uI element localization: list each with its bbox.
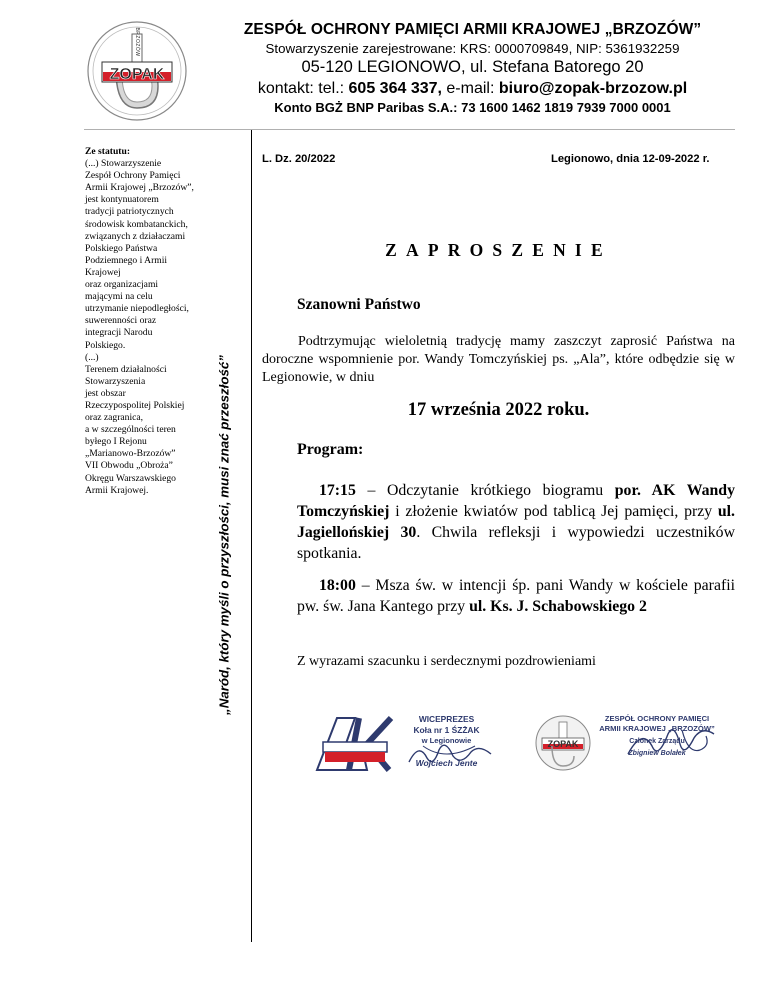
signatory-name: Wojciech Jente	[415, 758, 478, 768]
program-heading: Program:	[297, 441, 364, 458]
phone-number: 605 364 337,	[348, 80, 442, 97]
closing-line: Z wyrazami szacunku i serdecznymi pozdrowieniami	[297, 654, 596, 669]
motto-container	[212, 330, 236, 740]
program-bold-text: por. AK Wandy Tomczyńskiej	[297, 482, 735, 520]
statute-sidebar	[85, 146, 207, 497]
stamp-line: ZESPÓŁ OCHRONY PAMIĘCI	[604, 714, 710, 723]
logo-vertical-text: BRZOZÓW	[134, 27, 140, 57]
stamp-line: w Legionowie	[421, 736, 472, 745]
greeting: Szanowni Państwo	[297, 296, 421, 313]
letter-date: Legionowo, dnia 12-09-2022 r.	[551, 153, 710, 165]
program-time: 17:15	[319, 482, 356, 499]
organization-name: ZESPÓŁ OCHRONY PAMIĘCI ARMII KRAJOWEJ „BRZOZÓW”	[243, 21, 702, 38]
sidebar-divider	[251, 130, 252, 942]
contact-info	[200, 78, 745, 99]
logo-text: ZOPAK	[109, 66, 165, 83]
letter-reference: L. Dz. 20/2022	[262, 153, 336, 165]
organization-stamp	[592, 712, 722, 780]
ak-emblem	[315, 712, 395, 774]
program-location: ul. Ks. J. Schabowskiego 2	[469, 598, 647, 615]
email-address: biuro@zopak-brzozow.pl	[498, 80, 688, 97]
organization-logo	[86, 20, 188, 122]
intro-paragraph: Podtrzymując wieloletnią tradycję mamy zaszczyt zaprosić Państwa na doroczne wspomnienie por. Wandy Tomczyńskiej ps. „Ala”, które odbędzie się w Legionowie, w dniu	[262, 334, 735, 385]
seal-logo-text: ZOPAK	[547, 739, 579, 749]
organization-address: 05-120 LEGIONOWO, ul. Stefana Batorego 20	[301, 58, 644, 76]
program-item	[297, 575, 735, 617]
contact-prefix: kontakt: tel.:	[257, 80, 349, 97]
bank-account: Konto BGŻ BNP Paribas S.A.: 73 1600 1462 1819 7939 7000 0001	[274, 100, 671, 115]
email-prefix: e-mail:	[441, 80, 499, 97]
round-seal	[534, 714, 592, 772]
program-text: i złożenie kwiatów pod tablicą Jej pamięci, przy	[389, 503, 718, 520]
program-time: 18:00	[319, 577, 356, 594]
program-item	[297, 480, 735, 564]
stamp-line: Członek Zarządu	[629, 738, 685, 745]
statute-text: (...) Stowarzyszenie Zespół Ochrony Pamięci Armii Krajowej „Brzozów”, jest kontynuatorem tradycji patriotycznych środowisk kombatanckich, związanych z działaczami Polskiego Państwa Podziemnego i Armii Krajowej oraz organizacjami mającymi na celu utrzymanie niepodległości, suwerenności oraz integracji Narodu Polskiego. (...) Terenem działalności Stowarzyszenia jest obszar Rzeczypospolitej Polskiej oraz zagranica, a w szczególności teren byłego I Rejonu „Marianowo-Brzozów” VII Obwodu „Obroża” Okręgu Warszawskiego Armii Krajowej.	[85, 158, 194, 496]
signatory-name: Zbigniew Bolałek	[628, 750, 686, 757]
statute-heading: Ze statutu:	[85, 146, 131, 157]
letter-title: ZAPROSZENIE	[385, 240, 612, 260]
program-text: – Msza św. w intencji śp. pani Wandy w kościele parafii pw. św. Jana Kantego przy	[297, 577, 735, 615]
vice-president-stamp	[395, 712, 498, 780]
event-date: 17 września 2022 roku.	[407, 400, 590, 420]
header-divider	[84, 129, 735, 130]
motto-vertical: „Naród, który myśli o przyszłości, musi znać przeszłość”	[216, 355, 232, 715]
letterhead	[200, 20, 745, 116]
program-text: . Chwila refleksji i wypowiedzi uczestników spotkania.	[297, 524, 735, 562]
registration-info: Stowarzyszenie zarejestrowane: KRS: 0000709849, NIP: 5361932259	[265, 41, 680, 56]
stamp-line: ARMII KRAJOWEJ „BRZOZÓW”	[599, 724, 715, 733]
program-location: ul. Jagiellońskiej 30	[297, 503, 735, 541]
stamp-line: WICEPREZES	[418, 714, 475, 724]
program-text: – Odczytanie krótkiego biogramu	[355, 482, 615, 499]
stamp-line: Koła nr 1 ŚZŻAK	[413, 725, 480, 735]
